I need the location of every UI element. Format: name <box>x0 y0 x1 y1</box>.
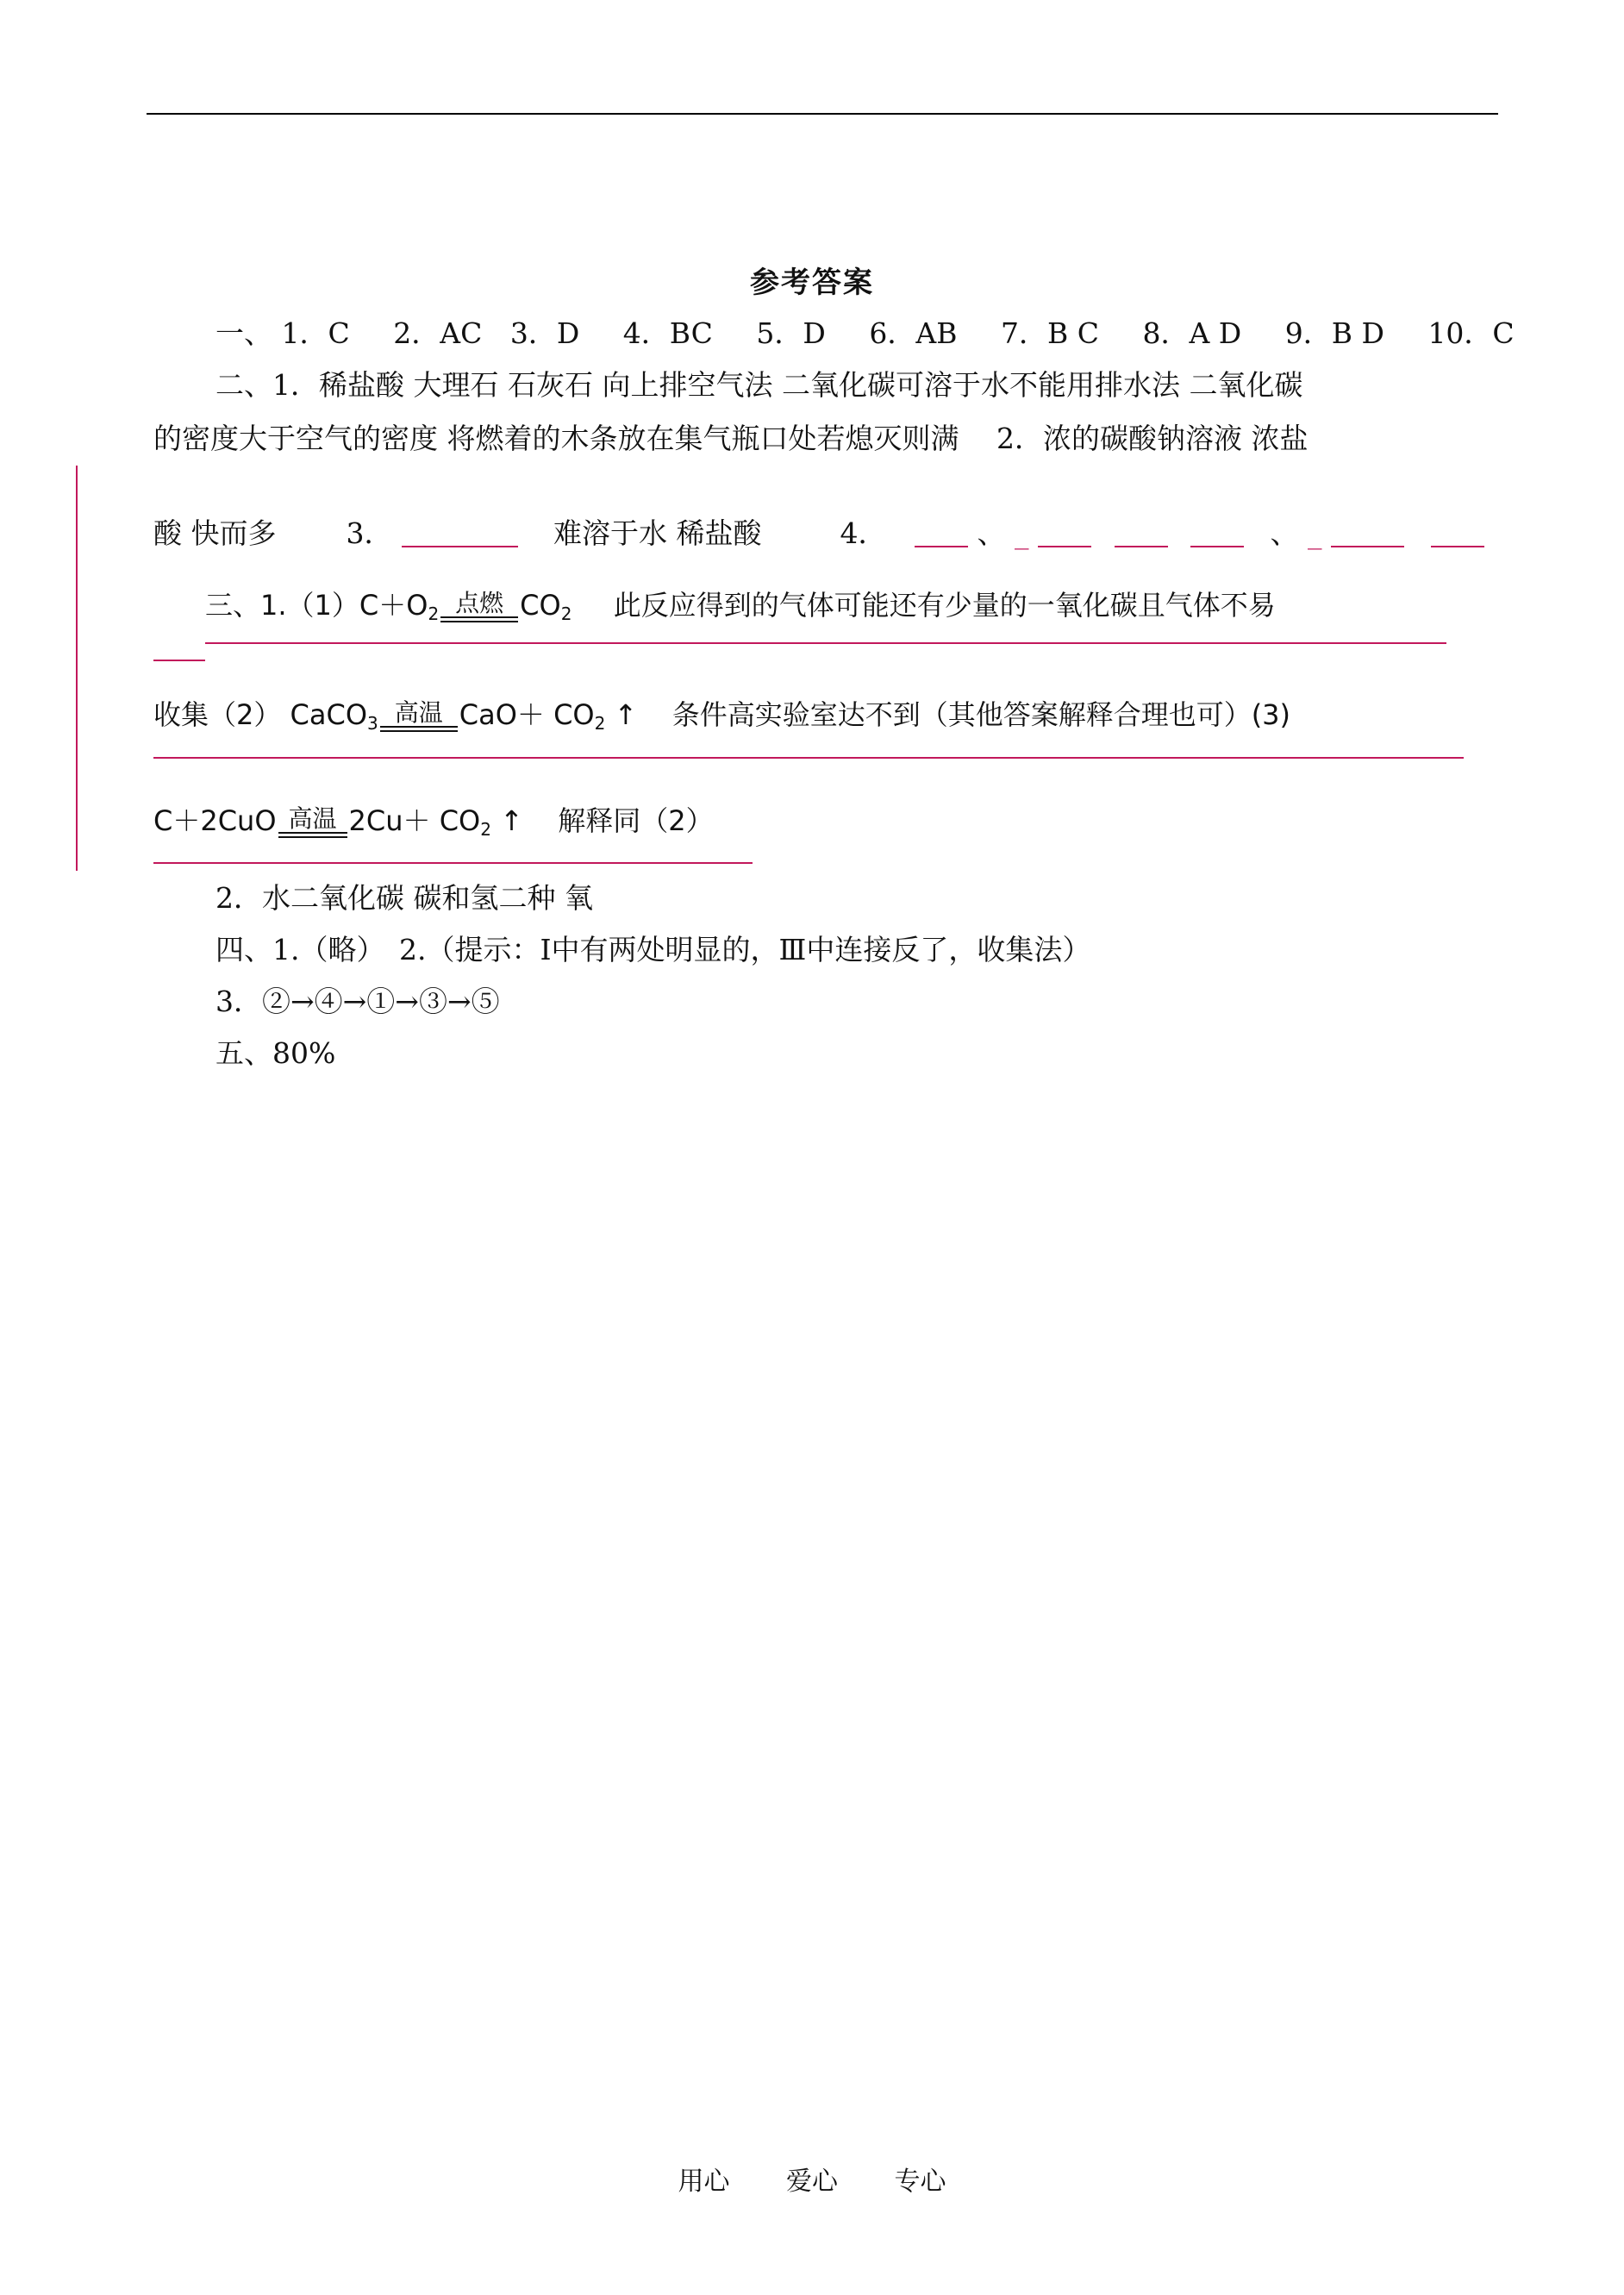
answer-item: 10．C <box>1427 316 1515 350</box>
reaction-condition <box>378 700 459 732</box>
answer-item: 3．D <box>509 316 580 350</box>
section-4-line-1: 四、1.（略） 2.（提示：Ⅰ中有两处明显的，Ⅲ中连接反了，收集法） <box>215 933 1091 966</box>
answer-number: 4． <box>840 516 887 550</box>
equation-reactants: 三、1.（1）C＋O <box>205 589 428 622</box>
answer-blank <box>1190 497 1244 547</box>
answer-item: 9．B D <box>1284 316 1384 350</box>
section-5-line-1: 五、80% <box>215 1036 336 1070</box>
gas-arrow: ↑ <box>500 804 523 837</box>
answer-text: 酸 快而多 <box>153 516 277 550</box>
footer-text: 专心 <box>894 2167 946 2197</box>
equals-sign <box>278 832 347 838</box>
answer-blank <box>1431 497 1484 547</box>
section-1-label: 一、 <box>215 316 272 350</box>
margin-revision-bar <box>76 466 78 871</box>
section-3-equation-3 <box>153 806 714 838</box>
footer-text: 用心 <box>678 2167 730 2197</box>
answer-blank <box>915 497 968 547</box>
condition-label: 高温 <box>394 698 443 727</box>
section-2-line-1: 二、1．稀盐酸 大理石 石灰石 向上排空气法 二氧化碳可溶于水不能用排水法 二氧化碳 <box>215 368 1303 402</box>
section-2-line-3 <box>153 497 1484 550</box>
reaction-condition <box>439 591 520 622</box>
section-3-line-4: 2．水二氧化碳 碳和氢二种 氧 <box>215 881 593 915</box>
explanation-text: 条件高实验室达不到（其他答案解释合理也可）(3) <box>671 698 1291 731</box>
answer-item: 1．C <box>281 316 350 350</box>
separator: 、 <box>1270 516 1299 550</box>
answer-blank <box>1331 497 1404 547</box>
answer-text: 难溶于水 稀盐酸 <box>553 516 762 550</box>
equation-reactants: C＋2CuO <box>153 804 277 837</box>
answer-item: 2．AC <box>393 316 483 350</box>
answer-item: 7．B C <box>1000 316 1099 350</box>
section-4-line-2: 3．②→④→①→③→⑤ <box>215 985 500 1018</box>
gas-arrow: ↑ <box>614 698 638 731</box>
answer-underline <box>153 757 1464 759</box>
condition-label: 点燃 <box>455 589 504 617</box>
answer-underline <box>153 862 753 864</box>
answer-item: 5．D <box>756 316 826 350</box>
underscore-mark: _ <box>1308 516 1322 550</box>
footer-text: 爱心 <box>786 2167 838 2197</box>
condition-label: 高温 <box>288 804 337 833</box>
underscore-mark: _ <box>1015 516 1029 550</box>
answer-blank <box>1115 497 1168 547</box>
subscript: 2 <box>560 603 572 624</box>
subscript: 2 <box>594 713 606 734</box>
header-rule <box>147 113 1498 115</box>
subscript: 2 <box>480 819 491 840</box>
answer-number: 3． <box>346 516 393 550</box>
equation-reactants: 收集（2） CaCO <box>153 698 368 731</box>
answer-blank <box>402 497 518 547</box>
equation-products: CO <box>520 589 561 622</box>
equals-sign <box>440 616 518 622</box>
page-footer <box>0 2160 1624 2198</box>
answer-item: 8．A D <box>1142 316 1242 350</box>
equation-products: 2Cu＋ CO <box>348 804 481 837</box>
separator: 、 <box>977 516 1006 550</box>
reaction-condition <box>277 806 349 838</box>
subscript: 3 <box>367 713 378 734</box>
subscript: 2 <box>428 603 440 624</box>
equation-products: CaO＋ CO <box>459 698 595 731</box>
answer-blank <box>1038 497 1091 547</box>
section-2-line-2: 的密度大于空气的密度 将燃着的木条放在集气瓶口处若熄灭则满 2．浓的碳酸钠溶液 浓盐 <box>153 422 1309 455</box>
explanation-text: 此反应得到的气体可能还有少量的一氧化碳且气体不易 <box>613 589 1276 622</box>
answer-item: 6．AB <box>869 316 958 350</box>
answer-underline <box>153 660 205 661</box>
page-title: 参考答案 <box>750 266 874 300</box>
answer-underline <box>205 642 1446 644</box>
section-1-line <box>215 316 1515 350</box>
section-3-equation-1 <box>205 591 1276 622</box>
explanation-text: 解释同（2） <box>558 804 714 837</box>
equals-sign <box>380 726 458 732</box>
section-3-equation-2 <box>153 700 1290 732</box>
answer-item: 4．BC <box>622 316 713 350</box>
